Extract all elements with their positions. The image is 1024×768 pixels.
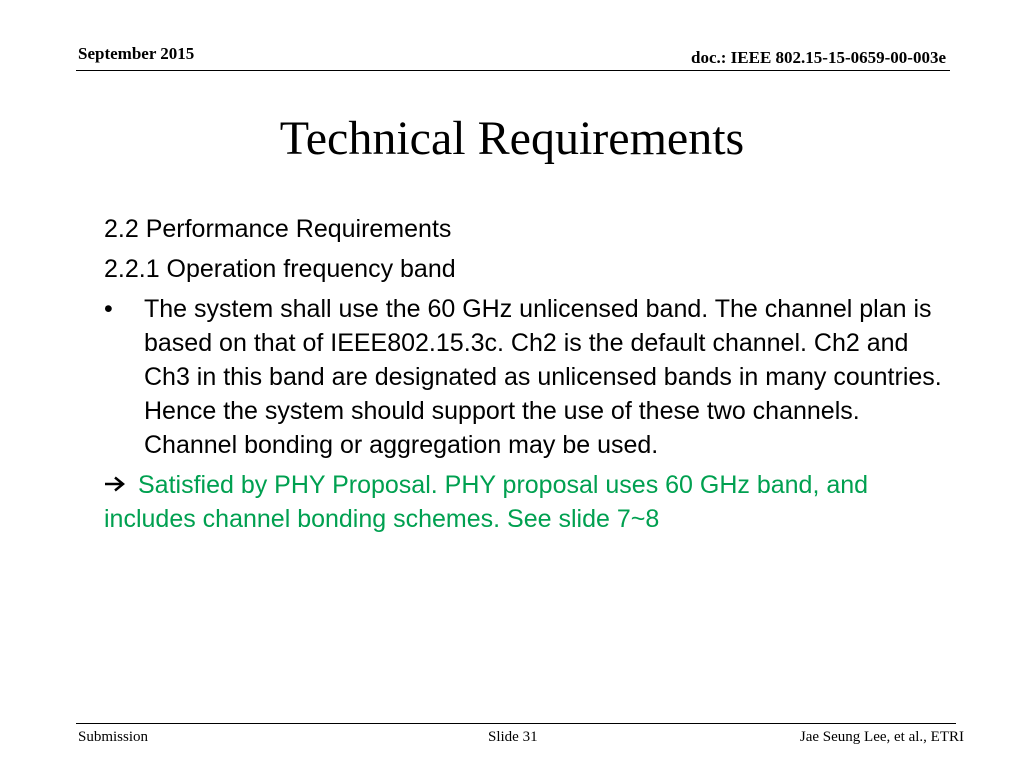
requirement-bullet	[104, 292, 954, 462]
slide-title: Technical Requirements	[279, 112, 745, 165]
header-doc-id: doc.: IEEE 802.15-15-0659-00-003e	[691, 48, 946, 67]
slide-body	[104, 212, 954, 536]
requirement-text: The system shall use the 60 GHz unlicensed band. The channel plan is based on that of IEEE802.15.3c. Ch2 is the default channel. Ch2 and Ch3 in this band are designated as unlicensed bands in many countries. Hence the system should support the use of these two channels. Channel bonding or aggregation may be used.	[144, 295, 942, 459]
header-divider	[76, 70, 950, 71]
subsection-heading: 2.2.1 Operation frequency band	[104, 255, 456, 283]
result-note	[104, 468, 934, 536]
footer-slide-number: Slide 31	[488, 729, 538, 745]
footer-author: Jae Seung Lee, et al., ETRI	[799, 729, 964, 745]
arrow-right-icon	[104, 476, 126, 492]
bullet-glyph: •	[104, 295, 113, 323]
footer-submission: Submission	[78, 729, 149, 745]
result-text: Satisfied by PHY Proposal. PHY proposal uses 60 GHz band, and includes channel bonding schemes. See slide 7~8	[104, 471, 869, 533]
section-heading: 2.2 Performance Requirements	[104, 215, 452, 243]
footer-divider	[76, 723, 956, 724]
header-date: September 2015	[78, 44, 195, 63]
